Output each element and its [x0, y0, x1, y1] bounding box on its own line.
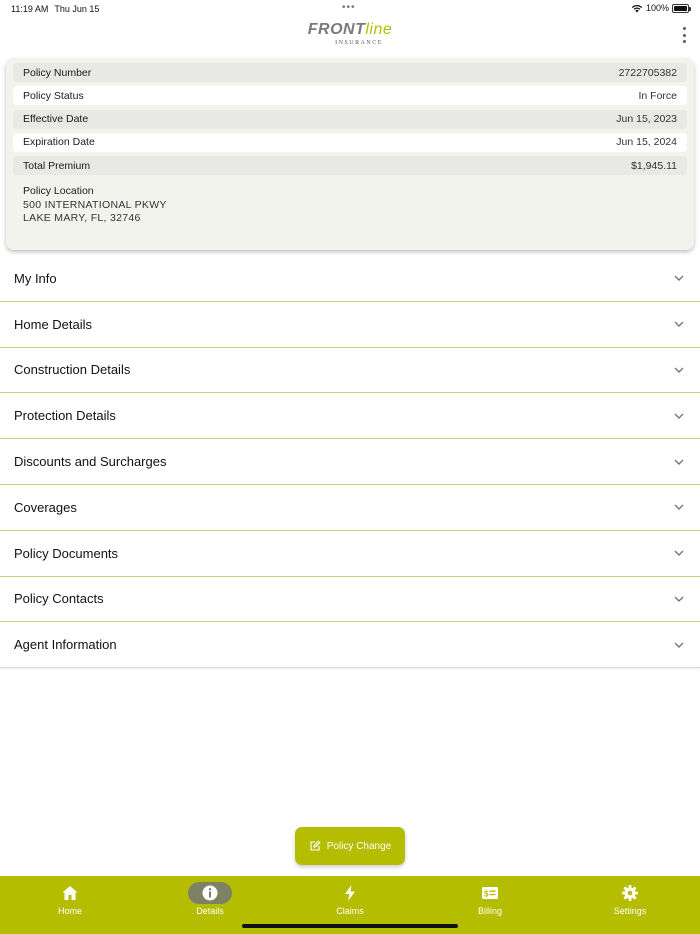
policy-location-line1: 500 INTERNATIONAL PKWY — [23, 198, 167, 211]
section-label: Policy Documents — [14, 545, 119, 561]
section-label: My Info — [14, 270, 57, 286]
chevron-down-icon — [672, 592, 686, 606]
status-date: Thu Jun 15 — [54, 4, 100, 14]
policy-location-label: Policy Location — [23, 185, 94, 198]
policy-status-label: Policy Status — [23, 89, 84, 102]
policy-location-line2: LAKE MARY, FL, 32746 — [23, 212, 141, 225]
home-indicator[interactable] — [242, 924, 458, 928]
app-header — [0, 18, 700, 54]
tab-billing-label: Billing — [477, 906, 502, 916]
section-agent-information[interactable] — [0, 622, 700, 668]
section-discounts-surcharges[interactable] — [0, 439, 700, 485]
lightning-icon — [328, 882, 372, 904]
tab-details-label: Details — [196, 906, 224, 916]
battery-percent: 100% — [645, 3, 669, 13]
chevron-down-icon — [672, 638, 686, 652]
chevron-down-icon — [672, 317, 686, 331]
chevron-down-icon — [672, 271, 686, 285]
status-time-text: 11:19 AM — [11, 4, 49, 14]
info-icon — [188, 882, 232, 904]
section-label: Policy Contacts — [14, 591, 104, 607]
tab-settings-label: Settings — [613, 906, 647, 916]
section-protection-details[interactable] — [0, 393, 700, 439]
tab-settings[interactable] — [560, 876, 700, 934]
tab-claims-label: Claims — [336, 906, 364, 916]
policy-summary-card — [6, 58, 694, 250]
section-label: Home Details — [14, 316, 93, 332]
section-construction-details[interactable] — [0, 348, 700, 394]
edit-icon — [309, 840, 321, 852]
expiration-date-row — [13, 133, 687, 152]
policy-change-label: Policy Change — [326, 840, 392, 852]
section-label: Agent Information — [14, 637, 117, 653]
wifi-icon — [631, 4, 643, 13]
logo-front-text: FRONT — [307, 21, 366, 38]
tab-home-label: Home — [57, 906, 82, 916]
policy-number-row — [13, 63, 687, 82]
logo-line-text: line — [365, 21, 393, 38]
section-my-info[interactable] — [0, 256, 700, 302]
section-label: Discounts and Surcharges — [14, 454, 167, 470]
policy-status-row — [13, 86, 687, 105]
effective-date-row — [13, 110, 687, 129]
frontline-logo — [303, 20, 397, 50]
section-label: Coverages — [14, 499, 77, 515]
logo-sub-text: INSURANCE — [335, 40, 383, 46]
bill-icon — [468, 882, 512, 904]
chevron-down-icon — [672, 363, 686, 377]
policy-location — [13, 179, 687, 232]
gear-icon — [608, 882, 652, 904]
policy-number-value: 2722705382 — [618, 66, 677, 79]
multitasking-dots-icon[interactable]: ••• — [342, 2, 356, 13]
policy-sections-accordion — [0, 256, 700, 668]
section-policy-contacts[interactable] — [0, 577, 700, 623]
more-options-icon[interactable] — [680, 27, 688, 43]
chevron-down-icon — [672, 546, 686, 560]
effective-date-label: Effective Date — [23, 113, 89, 126]
total-premium-label: Total Premium — [23, 159, 91, 172]
status-time — [11, 4, 99, 14]
policy-status-value: In Force — [638, 89, 677, 102]
policy-change-button[interactable] — [295, 827, 405, 865]
expiration-date-value: Jun 15, 2024 — [616, 136, 677, 149]
home-icon — [48, 882, 92, 904]
total-premium-row — [13, 156, 687, 175]
section-label: Protection Details — [14, 408, 116, 424]
section-policy-documents[interactable] — [0, 531, 700, 577]
section-coverages[interactable] — [0, 485, 700, 531]
section-home-details[interactable] — [0, 302, 700, 348]
total-premium-value: $1,945.11 — [631, 159, 677, 172]
effective-date-value: Jun 15, 2023 — [616, 113, 677, 126]
battery-icon — [672, 4, 689, 13]
status-bar — [0, 0, 700, 18]
section-label: Construction Details — [14, 362, 131, 378]
expiration-date-label: Expiration Date — [23, 136, 95, 149]
policy-number-label: Policy Number — [23, 66, 92, 79]
chevron-down-icon — [672, 409, 686, 423]
tab-home[interactable] — [0, 876, 140, 934]
svg-text:$: $ — [484, 889, 489, 899]
chevron-down-icon — [672, 455, 686, 469]
chevron-down-icon — [672, 500, 686, 514]
status-indicators — [631, 3, 689, 13]
